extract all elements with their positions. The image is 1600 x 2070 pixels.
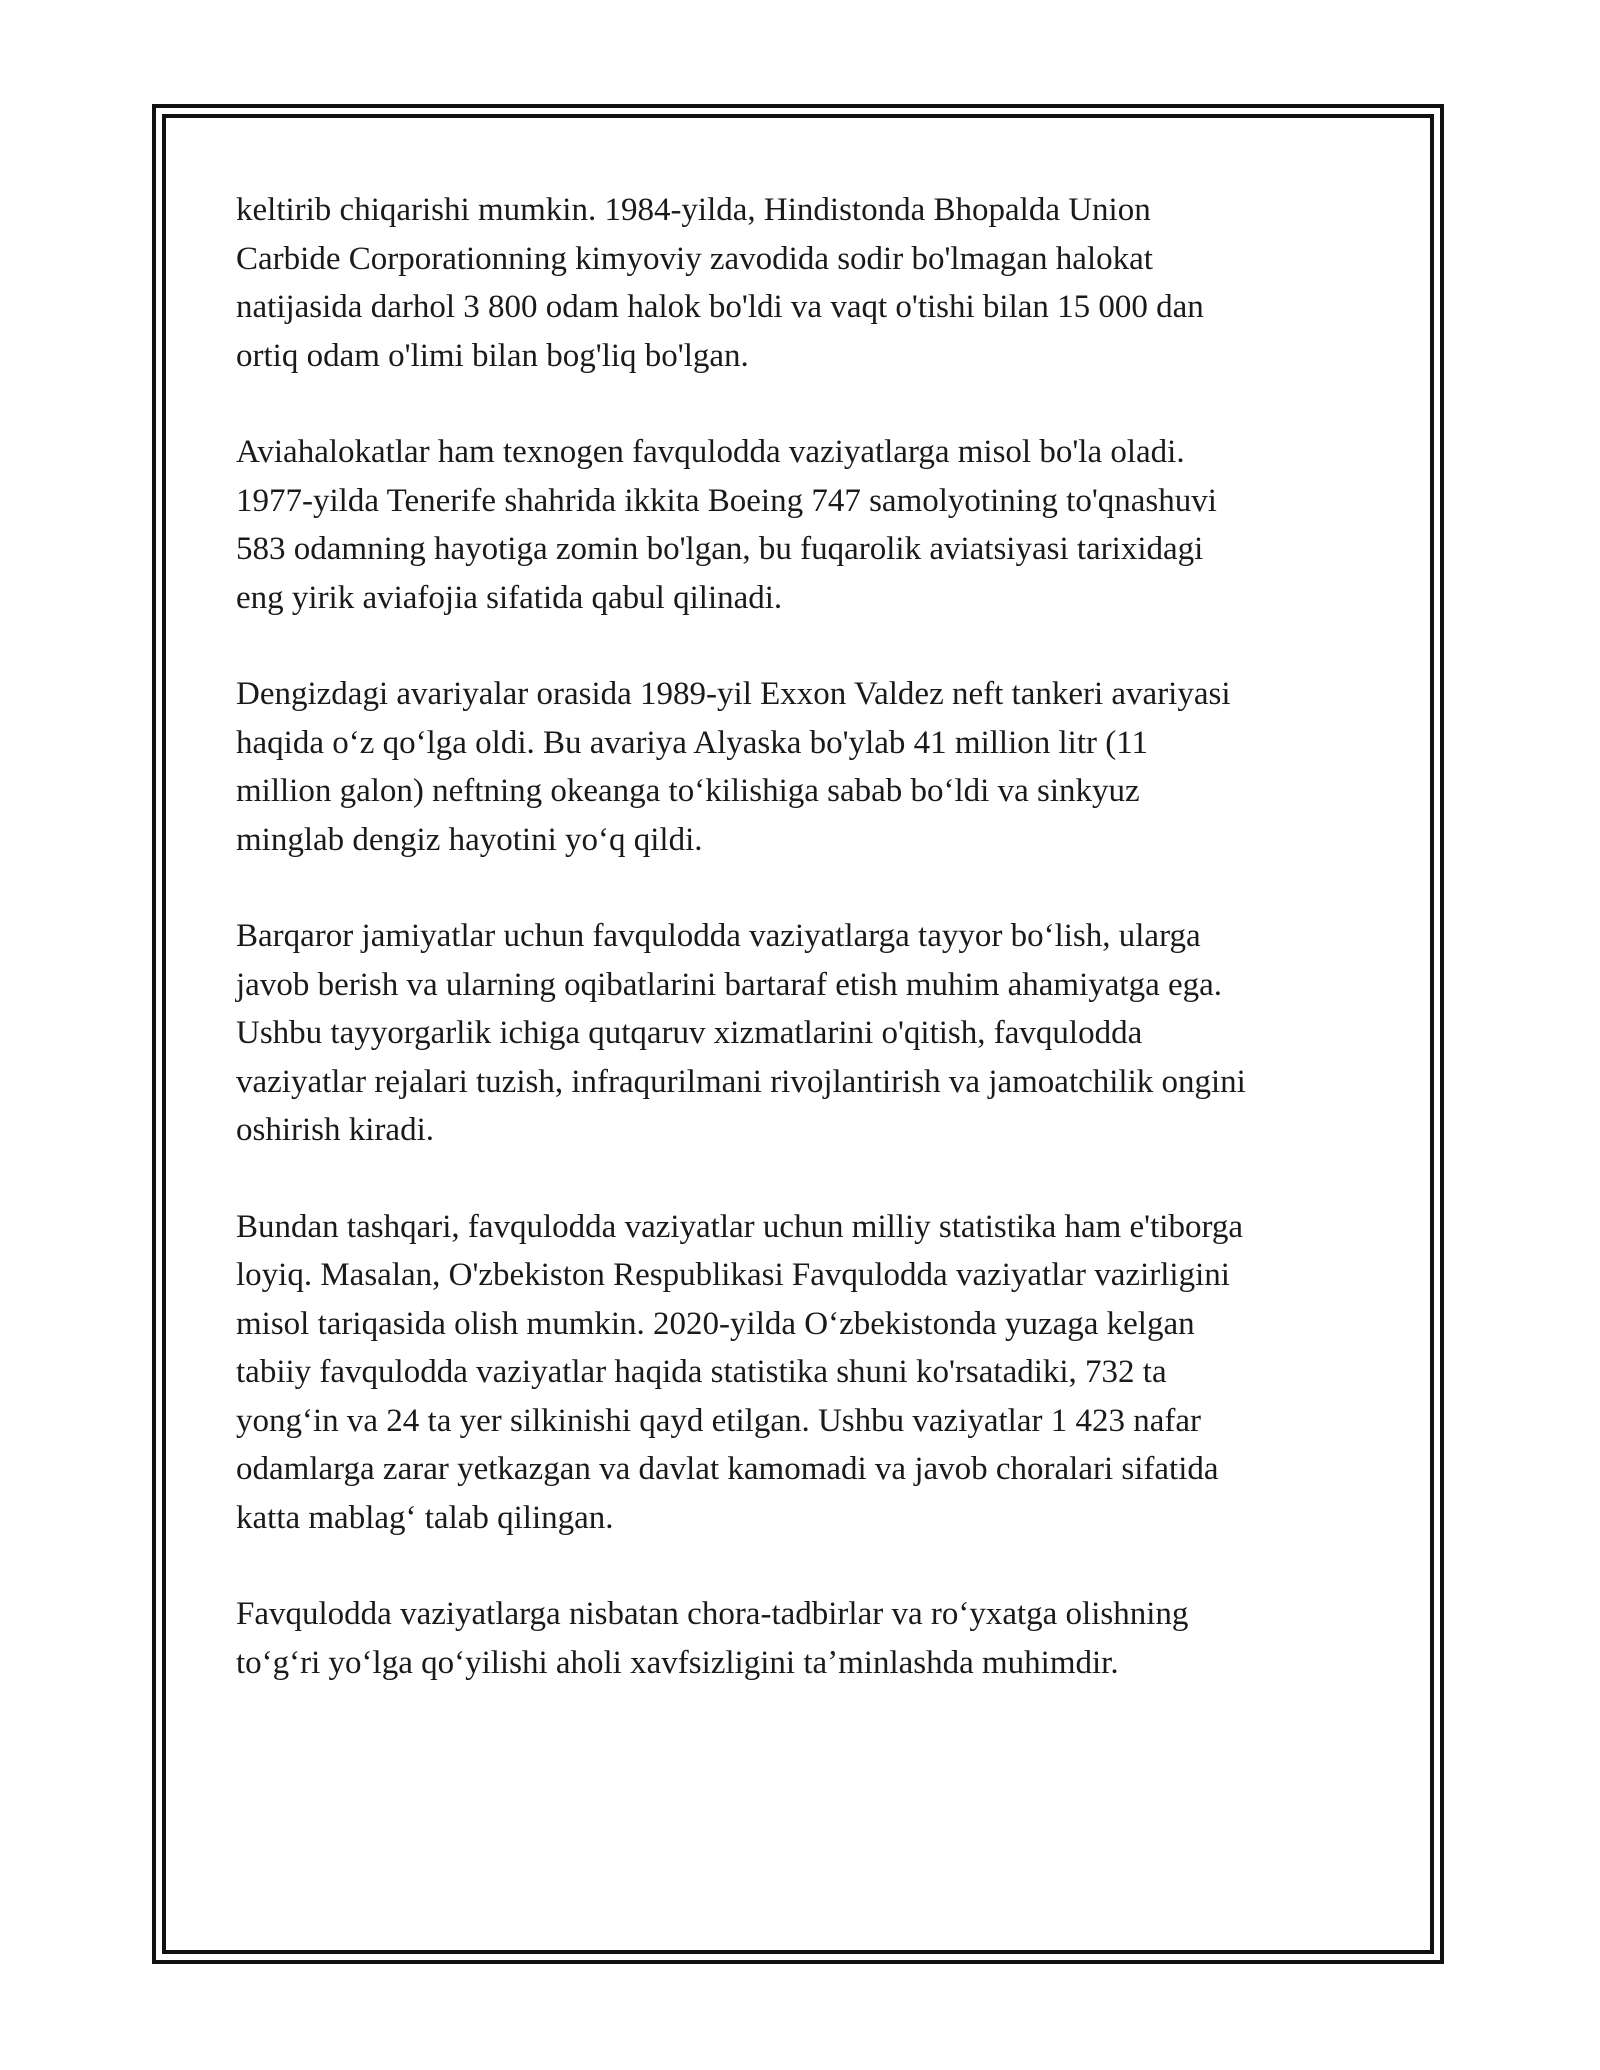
paragraph-maritime: Dengizdagi avariyalar orasida 1989-yil Exxon Valdez neft tankeri avariyasi haqida oʻz qoʻlga oldi. Bu avariya Alyaska bo'ylab 41 million litr (11 million galon) neftning okeanga toʻkilishiga sabab boʻldi va sinkyuz minglab dengiz hayotini yoʻq qildi. [236, 676, 1231, 858]
paragraph-conclusion: Favqulodda vaziyatlarga nisbatan chora-tadbirlar va roʻyxatga olishning toʻgʻri yoʻlga qoʻyilishi aholi xavfsizligini taʼminlashda muhimdir. [236, 1596, 1189, 1681]
document-body [236, 186, 1366, 1735]
paragraph-bhopal: keltirib chiqarishi mumkin. 1984-yilda, Hindistonda Bhopalda Union Carbide Corporationning kimyoviy zavodida sodir bo'lmagan halokat natijasida darhol 3 800 odam halok bo'ldi va vaqt o'tishi bilan 15 000 dan ortiq odam o'limi bilan bog'liq bo'lgan. [236, 192, 1204, 374]
paragraph-preparedness: Barqaror jamiyatlar uchun favqulodda vaziyatlarga tayyor boʻlish, ularga javob berish va ularning oqibatlarini bartaraf etish muhim ahamiyatga ega. Ushbu tayyorgarlik ichiga qutqaruv xizmatlarini o'qitish, favqulodda vaziyatlar rejalari tuzish, infraqurilmani rivojlantirish va jamoatchilik ongini oshirish kiradi. [236, 918, 1246, 1148]
paragraph-statistics: Bundan tashqari, favqulodda vaziyatlar uchun milliy statistika ham e'tiborga loyiq. Masalan, O'zbekiston Respublikasi Favqulodda vaziyatlar vazirligini misol tariqasida olish mumkin. 2020-yilda Oʻzbekistonda yuzaga kelgan tabiiy favqulodda vaziyatlar haqida statistika shuni ko'rsatadiki, 732 ta yongʻin va 24 ta yer silkinishi qayd etilgan. Ushbu vaziyatlar 1 423 nafar odamlarga zarar yetkazgan va davlat kamomadi va javob choralari sifatida katta mablagʻ talab qilingan. [236, 1208, 1243, 1536]
paragraph-aviation: Aviahalokatlar ham texnogen favqulodda vaziyatlarga misol bo'la oladi. 1977-yilda Tenerife shahrida ikkita Boeing 747 samolyotining to'qnashuvi 583 odamning hayotiga zomin bo'lgan, bu fuqarolik aviatsiyasi tarixidagi eng yirik aviafojia sifatida qabul qilinadi. [236, 434, 1217, 616]
